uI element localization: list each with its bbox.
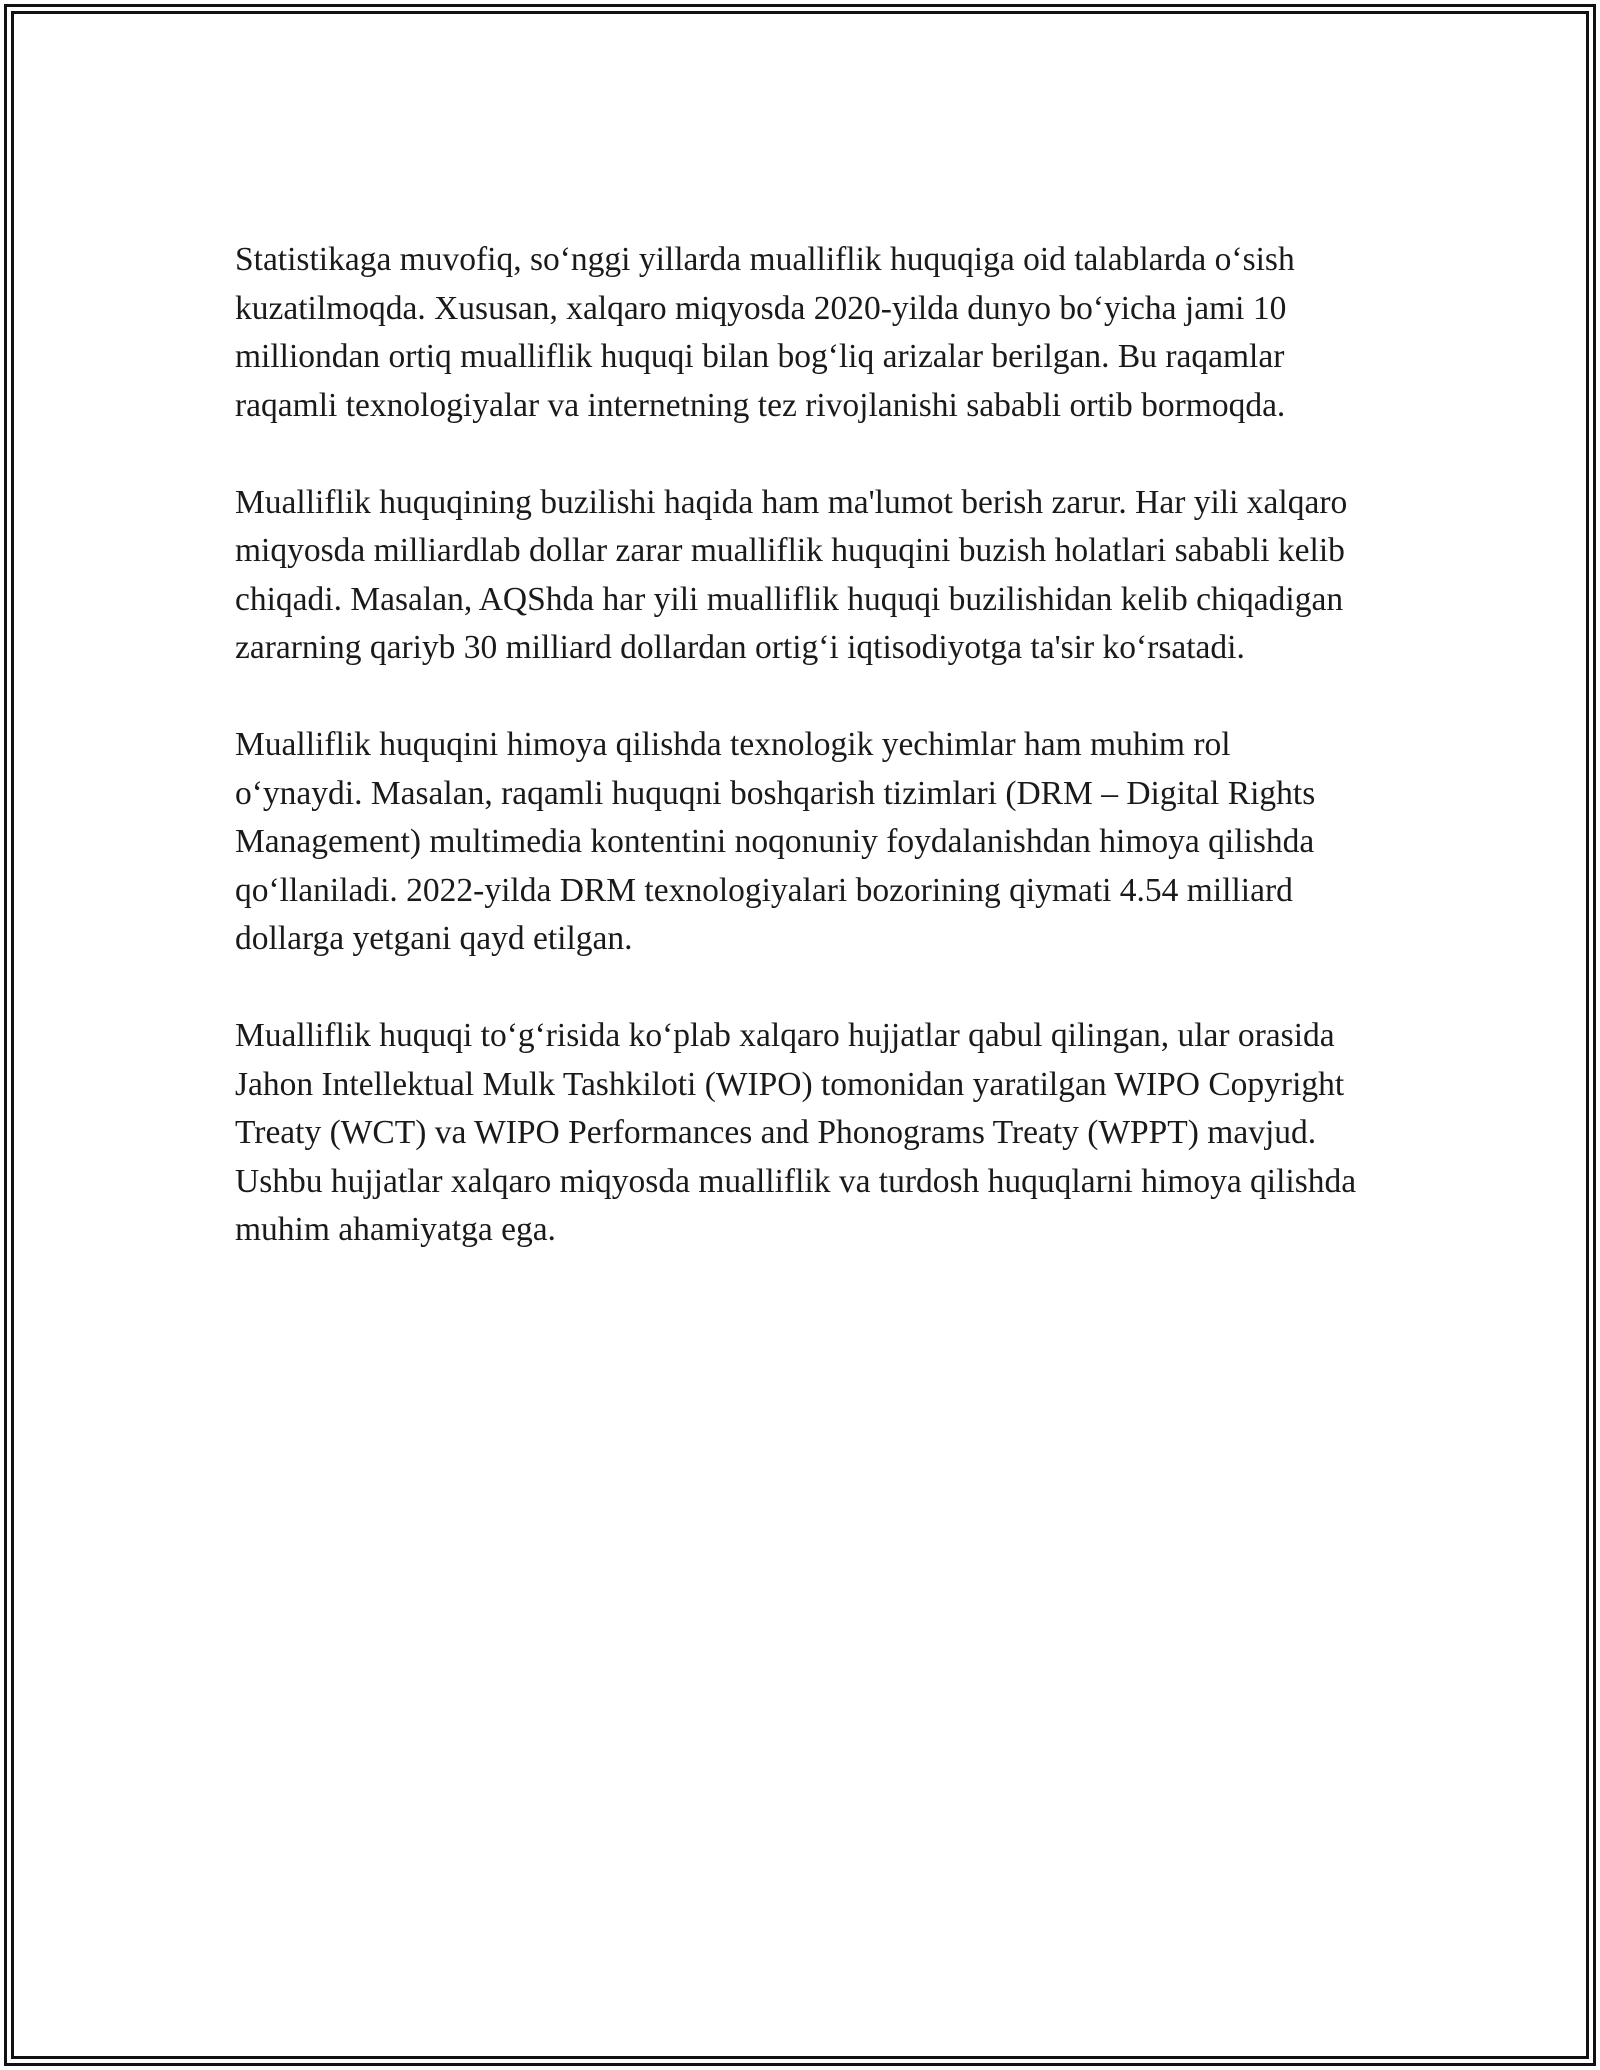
paragraph-copyright-infringement: Mualliflik huquqining buzilishi haqida ham ma'lumot berish zarur. Har yili xalqaro miqyosda milliardlab dollar zarar mualliflik huquqini buzish holatlari sababli kelib chiqadi. Masalan, AQShda har yili mualliflik huquqi buzilishidan kelib chiqadigan zararning qariyb 30 milliard dollardan ortig‘i iqtisodiyotga ta'sir ko‘rsatadi. bbox=[235, 483, 1348, 666]
document-body bbox=[235, 236, 1365, 1303]
paragraph-drm-technology: Mualliflik huquqini himoya qilishda texnologik yechimlar ham muhim rol o‘ynaydi. Masalan, raqamli huquqni boshqarish tizimlari (DRM – Digital Rights Management) multimedia kontentini noqonuniy foydalanishdan himoya qilishda qo‘llaniladi. 2022-yilda DRM texnologiyalari bozorining qiymati 4.54 milliard dollarga yetgani qayd etilgan. bbox=[235, 726, 1316, 957]
paragraph-international-treaties: Mualliflik huquqi to‘g‘risida ko‘plab xalqaro hujjatlar qabul qilingan, ular orasida Jahon Intellektual Mulk Tashkiloti (WIPO) tomonidan yaratilgan WIPO Copyright Treaty (WCT) va WIPO Performances and Phonograms Treaty (WPPT) mavjud. Ushbu hujjatlar xalqaro miqyosda mualliflik va turdosh huquqlarni himoya qilishda muhim ahamiyatga ega. bbox=[235, 1017, 1357, 1248]
paragraph-copyright-statistics: Statistikaga muvofiq, so‘nggi yillarda mualliflik huquqiga oid talablarda o‘sish kuzatilmoqda. Xususan, xalqaro miqyosda 2020-yilda dunyo bo‘yicha jami 10 milliondan ortiq mualliflik huquqi bilan bog‘liq arizalar berilgan. Bu raqamlar raqamli texnologiyalar va internetning tez rivojlanishi sababli ortib bormoqda. bbox=[235, 241, 1295, 424]
